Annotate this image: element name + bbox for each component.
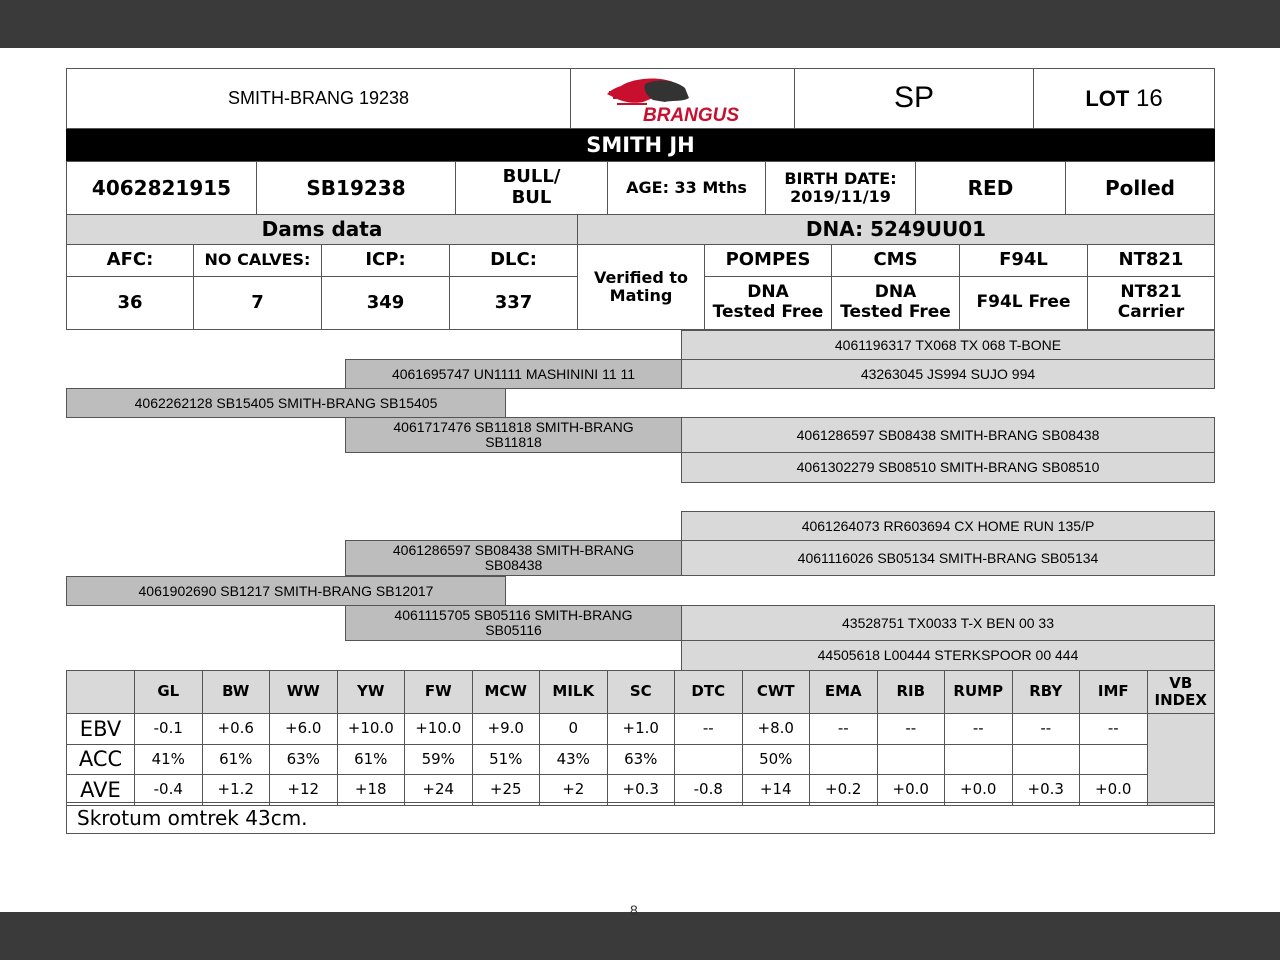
ebv-cell: +9.0	[472, 713, 541, 745]
ebv-cell: -0.4	[134, 774, 203, 806]
ebv-cell: --	[1012, 713, 1081, 745]
ebv-cell	[809, 744, 878, 776]
viewer-bottom-bar	[0, 912, 1280, 960]
code-sp: SP	[794, 68, 1034, 129]
ebv-header: MCW	[472, 670, 541, 714]
ebv-cell: +0.3	[607, 774, 676, 806]
ebv-row-label: AVE	[66, 774, 135, 806]
nt821-label: NT821	[1087, 244, 1215, 277]
ebv-cell: +0.3	[1012, 774, 1081, 806]
pedigree-sire: 4062262128 SB15405 SMITH-BRANG SB15405	[66, 388, 506, 418]
ebv-cell: +1.0	[607, 713, 676, 745]
ebv-cell: +0.6	[202, 713, 271, 745]
pompes-label: POMPES	[704, 244, 832, 277]
ebv-cell: 63%	[269, 744, 338, 776]
pedigree-dam: 4061902690 SB1217 SMITH-BRANG SB12017	[66, 576, 506, 606]
lot-value: 16	[1135, 84, 1163, 112]
icp-label: ICP:	[321, 244, 450, 277]
pedigree-dam-sire-dam: 4061116026 SB05134 SMITH-BRANG SB05134	[681, 540, 1215, 576]
ebv-header: DTC	[674, 670, 743, 714]
pedigree-dam-sire-sire: 4061264073 RR603694 CX HOME RUN 135/P	[681, 511, 1215, 541]
lot-label: LOT	[1085, 85, 1130, 111]
lot-number	[1033, 68, 1215, 129]
ebv-header: SC	[607, 670, 676, 714]
ebv-cell	[877, 744, 946, 776]
birth-date	[765, 161, 916, 215]
ebv-header: RIB	[877, 670, 946, 714]
animal-name: SMITH-BRANG 19238	[66, 68, 571, 129]
ebv-cell: +14	[742, 774, 811, 806]
ebv-header: RBY	[1012, 670, 1081, 714]
pedigree-sire-sire: 4061695747 UN1111 MASHININI 11 11	[345, 359, 682, 389]
pedigree-sire-dam-dam: 4061302279 SB08510 SMITH-BRANG SB08510	[681, 452, 1215, 483]
ebv-cell: --	[944, 713, 1013, 745]
sex: BULL/ BUL	[455, 161, 608, 215]
ebv-header: CWT	[742, 670, 811, 714]
pedigree-sire-sire-sire: 4061196317 TX068 TX 068 T-BONE	[681, 330, 1215, 360]
ebv-cell: +1.2	[202, 774, 271, 806]
note-box: Skrotum omtrek 43cm.	[66, 802, 1215, 834]
page-number: 8	[630, 902, 638, 918]
dams-data-title: Dams data	[66, 214, 578, 245]
ebv-cell: +0.0	[1079, 774, 1148, 806]
pedigree-dam-dam-dam: 44505618 L00444 STERKSPOOR 00 444	[681, 640, 1215, 671]
ebv-row-label: EBV	[66, 713, 135, 745]
afc-value: 36	[66, 276, 194, 330]
ebv-cell: +18	[337, 774, 406, 806]
f94l-result: F94L Free	[959, 276, 1088, 330]
pompes-result: DNA Tested Free	[704, 276, 832, 330]
ebv-cell: 59%	[404, 744, 473, 776]
viewer-top-bar	[0, 0, 1280, 48]
calves-value: 7	[193, 276, 322, 330]
ebv-cell: +2	[539, 774, 608, 806]
ebv-header: EMA	[809, 670, 878, 714]
ebv-cell: +8.0	[742, 713, 811, 745]
ebv-header: MILK	[539, 670, 608, 714]
dna-title: DNA: 5249UU01	[577, 214, 1215, 245]
ebv-cell: +12	[269, 774, 338, 806]
pedigree-dam-sire: 4061286597 SB08438 SMITH-BRANG SB08438	[345, 540, 682, 576]
ebv-cell: +0.0	[944, 774, 1013, 806]
pedigree-sire-dam-sire: 4061286597 SB08438 SMITH-BRANG SB08438	[681, 417, 1215, 453]
cms-result: DNA Tested Free	[831, 276, 960, 330]
color: RED	[915, 161, 1066, 215]
nt821-result: NT821 Carrier	[1087, 276, 1215, 330]
ebv-cell: -0.8	[674, 774, 743, 806]
dlc-label: DLC:	[449, 244, 578, 277]
f94l-label: F94L	[959, 244, 1088, 277]
animal-id: 4062821915	[66, 161, 257, 215]
ebv-header: GL	[134, 670, 203, 714]
ebv-cell: +0.2	[809, 774, 878, 806]
ebv-cell	[1012, 744, 1081, 776]
ebv-cell	[1079, 744, 1148, 776]
ebv-cell: +24	[404, 774, 473, 806]
ebv-cell: 61%	[202, 744, 271, 776]
afc-label: AFC:	[66, 244, 194, 277]
calves-label: NO CALVES:	[193, 244, 322, 277]
ebv-cell: +25	[472, 774, 541, 806]
icp-value: 349	[321, 276, 450, 330]
ebv-cell: +0.0	[877, 774, 946, 806]
ebv-header: IMF	[1079, 670, 1148, 714]
pedigree-dam-dam-sire: 43528751 TX0033 T-X BEN 00 33	[681, 605, 1215, 641]
age: AGE: 33 Mths	[607, 161, 766, 215]
ebv-header: YW	[337, 670, 406, 714]
pedigree-sire-dam: 4061717476 SB11818 SMITH-BRANG SB11818	[345, 417, 682, 453]
ebv-cell: -0.1	[134, 713, 203, 745]
ebv-cell: 50%	[742, 744, 811, 776]
verified-to-mating: Verified to Mating	[577, 244, 705, 330]
pedigree-sire-sire-dam: 43263045 JS994 SUJO 994	[681, 359, 1215, 389]
svg-text:BRANGUS: BRANGUS	[642, 104, 739, 124]
ebv-cell	[944, 744, 1013, 776]
vb-index-cell	[1147, 713, 1216, 806]
ebv-cell: --	[809, 713, 878, 745]
ebv-row-label: ACC	[66, 744, 135, 776]
ebv-cell: --	[674, 713, 743, 745]
ebv-cell: 0	[539, 713, 608, 745]
ebv-cell: 41%	[134, 744, 203, 776]
dlc-value: 337	[449, 276, 578, 330]
ebv-corner	[66, 670, 135, 714]
ebv-cell: +10.0	[337, 713, 406, 745]
ebv-cell: --	[877, 713, 946, 745]
ebv-header: FW	[404, 670, 473, 714]
ebv-cell: --	[1079, 713, 1148, 745]
pedigree-dam-dam: 4061115705 SB05116 SMITH-BRANG SB05116	[345, 605, 682, 641]
ebv-cell: 63%	[607, 744, 676, 776]
ebv-cell	[674, 744, 743, 776]
birth-date-label: BIRTH DATE:	[784, 168, 897, 188]
ebv-header: BW	[202, 670, 271, 714]
ebv-cell: 51%	[472, 744, 541, 776]
breeder-name: SMITH JH	[66, 129, 1215, 161]
brangus-logo-icon	[603, 74, 763, 124]
brangus-logo	[570, 68, 795, 129]
ebv-header: VB INDEX	[1147, 670, 1216, 714]
cms-label: CMS	[831, 244, 960, 277]
herd-id: SB19238	[256, 161, 456, 215]
birth-date-value: 2019/11/19	[790, 187, 891, 206]
ebv-cell: 61%	[337, 744, 406, 776]
ebv-cell: +10.0	[404, 713, 473, 745]
ebv-header: RUMP	[944, 670, 1013, 714]
ebv-header: WW	[269, 670, 338, 714]
ebv-cell: 43%	[539, 744, 608, 776]
ebv-cell: +6.0	[269, 713, 338, 745]
horn-status: Polled	[1065, 161, 1215, 215]
